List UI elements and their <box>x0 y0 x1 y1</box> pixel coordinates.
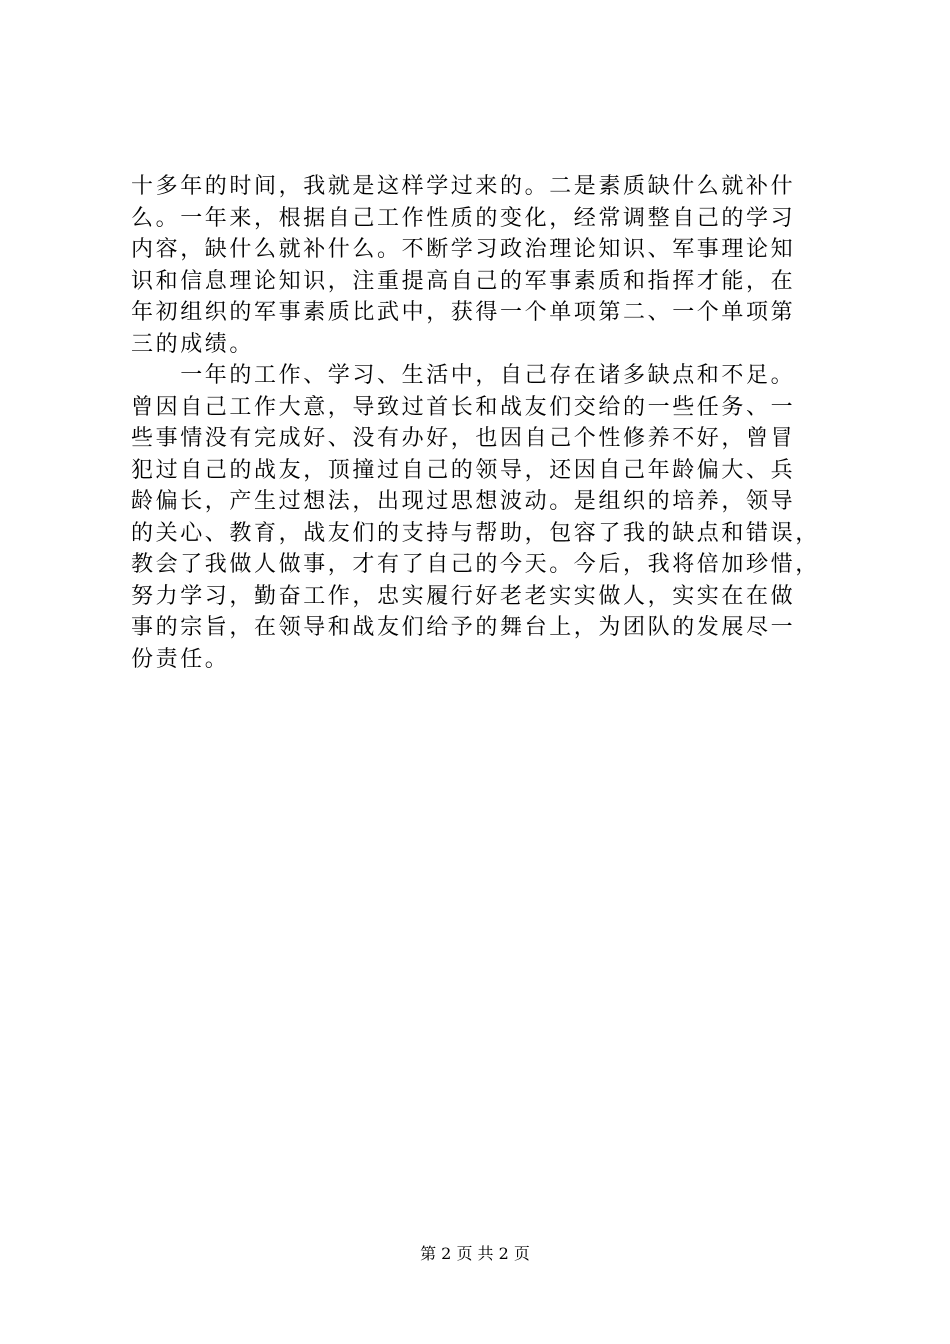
page-footer <box>0 1244 950 1264</box>
text-line: 事的宗旨，在领导和战友们给予的舞台上，为团队的发展尽一 <box>131 615 796 640</box>
text-line: 努力学习，勤奋工作，忠实履行好老老实实做人，实实在在做 <box>131 583 796 609</box>
text-line: 一年的工作、学习、生活中，自己存在诸多缺点和不足。 <box>131 363 796 388</box>
document-body <box>131 171 831 675</box>
text-line: 份责任。 <box>131 646 230 672</box>
text-line: 教会了我做人做事，才有了自己的今天。今后，我将倍加珍惜， <box>131 552 820 577</box>
text-line: 龄偏长，产生过想法，出现过思想波动。是组织的培养，领导 <box>131 489 796 514</box>
text-line: 识和信息理论知识，注重提高自己的军事素质和指挥才能，在 <box>131 268 796 294</box>
page-number-label: 第 2 页 共 2 页 <box>420 1244 530 1263</box>
text-line: 十多年的时间，我就是这样学过来的。二是素质缺什么就补什 <box>131 174 796 199</box>
text-line: 么。一年来，根据自己工作性质的变化，经常调整自己的学习 <box>131 205 796 231</box>
text-line: 犯过自己的战友，顶撞过自己的领导，还因自己年龄偏大、兵 <box>131 457 796 483</box>
text-line: 年初组织的军事素质比武中，获得一个单项第二、一个单项第 <box>131 300 796 325</box>
text-line: 曾因自己工作大意，导致过首长和战友们交给的一些任务、一 <box>131 394 796 420</box>
text-line: 的关心、教育，战友们的支持与帮助，包容了我的缺点和错误， <box>131 520 820 546</box>
text-line: 内容，缺什么就补什么。不断学习政治理论知识、军事理论知 <box>131 237 796 262</box>
text-line: 些事情没有完成好、没有办好，也因自己个性修养不好，曾冒 <box>131 426 796 451</box>
text-line: 三的成绩。 <box>131 331 255 357</box>
